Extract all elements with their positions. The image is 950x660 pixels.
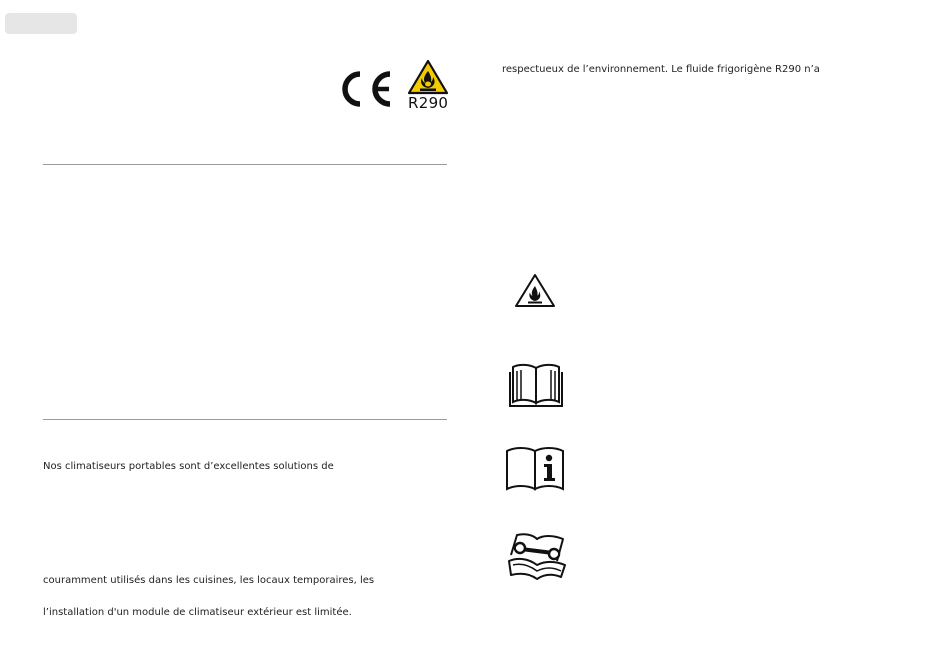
service-manual-icon <box>507 531 567 581</box>
page-tab <box>5 13 77 34</box>
ce-mark-icon <box>338 70 394 108</box>
flammable-warning-icon <box>407 59 449 95</box>
info-manual-icon <box>505 445 567 491</box>
installation-paragraph: l’installation d'un module de climatiseur extérieur est limitée. <box>43 607 352 618</box>
divider-top <box>43 164 447 165</box>
divider-middle <box>43 419 447 420</box>
refrigerant-label: R290 <box>408 94 449 112</box>
refrigerant-paragraph: respectueux de l’environnement. Le fluide frigorigène R290 n’a <box>502 64 820 75</box>
flammable-outline-icon <box>514 273 556 309</box>
intro-paragraph: Nos climatiseurs portables sont d’excellentes solutions de <box>43 461 334 472</box>
usage-paragraph: couramment utilisés dans les cuisines, les locaux temporaires, les <box>43 575 375 586</box>
manual-book-icon <box>509 362 565 408</box>
